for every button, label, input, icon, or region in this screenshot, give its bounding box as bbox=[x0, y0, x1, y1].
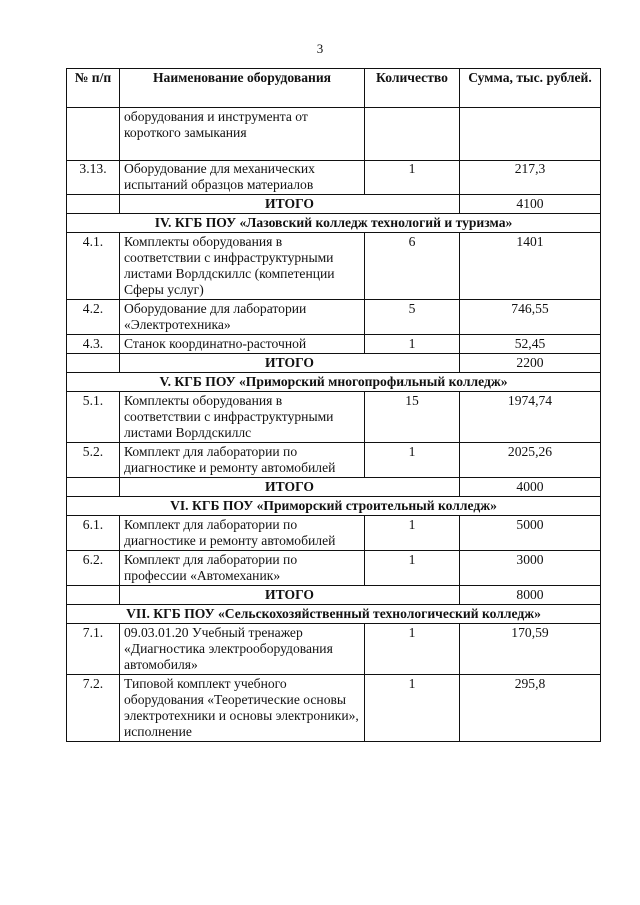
equipment-table bbox=[66, 68, 601, 742]
cell-qty: 5 bbox=[365, 300, 460, 335]
section-title: V. КГБ ПОУ «Приморский многопрофильный колледж» bbox=[67, 373, 601, 392]
cell-qty bbox=[365, 108, 460, 161]
cell-qty: 1 bbox=[365, 335, 460, 354]
cell-name: 09.03.01.20 Учебный тренажер «Диагностика электрооборудования автомобиля» bbox=[120, 624, 365, 675]
total-row bbox=[67, 354, 601, 373]
cell-sum: 746,55 bbox=[460, 300, 601, 335]
cell-name: Комплект для лаборатории по профессии «Автомеханик» bbox=[120, 551, 365, 586]
table-header-row bbox=[67, 69, 601, 108]
table-row bbox=[67, 300, 601, 335]
total-value: 4000 bbox=[460, 478, 601, 497]
cell-name: Комплекты оборудования в соответствии с инфраструктурными листами Ворлдскиллс (компетенции Сферы услуг) bbox=[120, 233, 365, 300]
cell-empty bbox=[67, 195, 120, 214]
section-title: VII. КГБ ПОУ «Сельскохозяйственный технологический колледж» bbox=[67, 605, 601, 624]
total-value: 4100 bbox=[460, 195, 601, 214]
cell-sum: 52,45 bbox=[460, 335, 601, 354]
cell-num: 6.1. bbox=[67, 516, 120, 551]
header-name: Наименование оборудования bbox=[120, 69, 365, 108]
total-value: 8000 bbox=[460, 586, 601, 605]
cell-sum: 3000 bbox=[460, 551, 601, 586]
cell-num: 4.1. bbox=[67, 233, 120, 300]
section-title: IV. КГБ ПОУ «Лазовский колледж технологий и туризма» bbox=[67, 214, 601, 233]
total-value: 2200 bbox=[460, 354, 601, 373]
cell-name: Станок координатно-расточной bbox=[120, 335, 365, 354]
section-title: VI. КГБ ПОУ «Приморский строительный колледж» bbox=[67, 497, 601, 516]
cell-num: 7.2. bbox=[67, 675, 120, 742]
header-qty: Количество bbox=[365, 69, 460, 108]
total-label: ИТОГО bbox=[120, 195, 460, 214]
cell-name: Оборудование для лаборатории «Электротехника» bbox=[120, 300, 365, 335]
cell-name: Комплект для лаборатории по диагностике и ремонту автомобилей bbox=[120, 516, 365, 551]
header-num: № п/п bbox=[67, 69, 120, 108]
table-row bbox=[67, 516, 601, 551]
total-label: ИТОГО bbox=[120, 586, 460, 605]
cell-qty: 1 bbox=[365, 675, 460, 742]
cell-qty: 1 bbox=[365, 161, 460, 195]
cell-empty bbox=[67, 354, 120, 373]
cell-num: 4.2. bbox=[67, 300, 120, 335]
cell-sum bbox=[460, 108, 601, 161]
cell-qty: 1 bbox=[365, 624, 460, 675]
table-row bbox=[67, 624, 601, 675]
cell-num bbox=[67, 108, 120, 161]
cell-name: оборудования и инструмента от короткого замыкания bbox=[120, 108, 365, 161]
table-row bbox=[67, 233, 601, 300]
cell-name: Комплект для лаборатории по диагностике и ремонту автомобилей bbox=[120, 443, 365, 478]
cell-sum: 1974,74 bbox=[460, 392, 601, 443]
section-header-row bbox=[67, 497, 601, 516]
section-header-row bbox=[67, 605, 601, 624]
table-row bbox=[67, 443, 601, 478]
cell-num: 6.2. bbox=[67, 551, 120, 586]
cell-sum: 2025,26 bbox=[460, 443, 601, 478]
cell-sum: 217,3 bbox=[460, 161, 601, 195]
cell-qty: 1 bbox=[365, 551, 460, 586]
cell-sum: 170,59 bbox=[460, 624, 601, 675]
table-row bbox=[67, 675, 601, 742]
cell-sum: 1401 bbox=[460, 233, 601, 300]
cell-num: 3.13. bbox=[67, 161, 120, 195]
total-row bbox=[67, 195, 601, 214]
total-row bbox=[67, 478, 601, 497]
table-row bbox=[67, 392, 601, 443]
table-row bbox=[67, 335, 601, 354]
cell-name: Типовой комплект учебного оборудования «Теоретические основы электротехники и основы электроники», исполнение bbox=[120, 675, 365, 742]
cell-sum: 5000 bbox=[460, 516, 601, 551]
cell-qty: 1 bbox=[365, 443, 460, 478]
cell-sum: 295,8 bbox=[460, 675, 601, 742]
cell-num: 7.1. bbox=[67, 624, 120, 675]
table-row bbox=[67, 551, 601, 586]
cell-qty: 6 bbox=[365, 233, 460, 300]
page-number: 3 bbox=[316, 41, 324, 56]
total-label: ИТОГО bbox=[120, 354, 460, 373]
cell-num: 5.1. bbox=[67, 392, 120, 443]
table-row bbox=[67, 161, 601, 195]
cell-empty bbox=[67, 478, 120, 497]
section-header-row bbox=[67, 373, 601, 392]
cell-num: 4.3. bbox=[67, 335, 120, 354]
section-header-row bbox=[67, 214, 601, 233]
table-row bbox=[67, 108, 601, 161]
cell-qty: 1 bbox=[365, 516, 460, 551]
cell-name: Оборудование для механических испытаний образцов материалов bbox=[120, 161, 365, 195]
cell-name: Комплекты оборудования в соответствии с инфраструктурными листами Ворлдскиллс bbox=[120, 392, 365, 443]
cell-empty bbox=[67, 586, 120, 605]
total-row bbox=[67, 586, 601, 605]
header-sum: Сумма, тыс. рублей. bbox=[460, 69, 601, 108]
cell-qty: 15 bbox=[365, 392, 460, 443]
total-label: ИТОГО bbox=[120, 478, 460, 497]
cell-num: 5.2. bbox=[67, 443, 120, 478]
